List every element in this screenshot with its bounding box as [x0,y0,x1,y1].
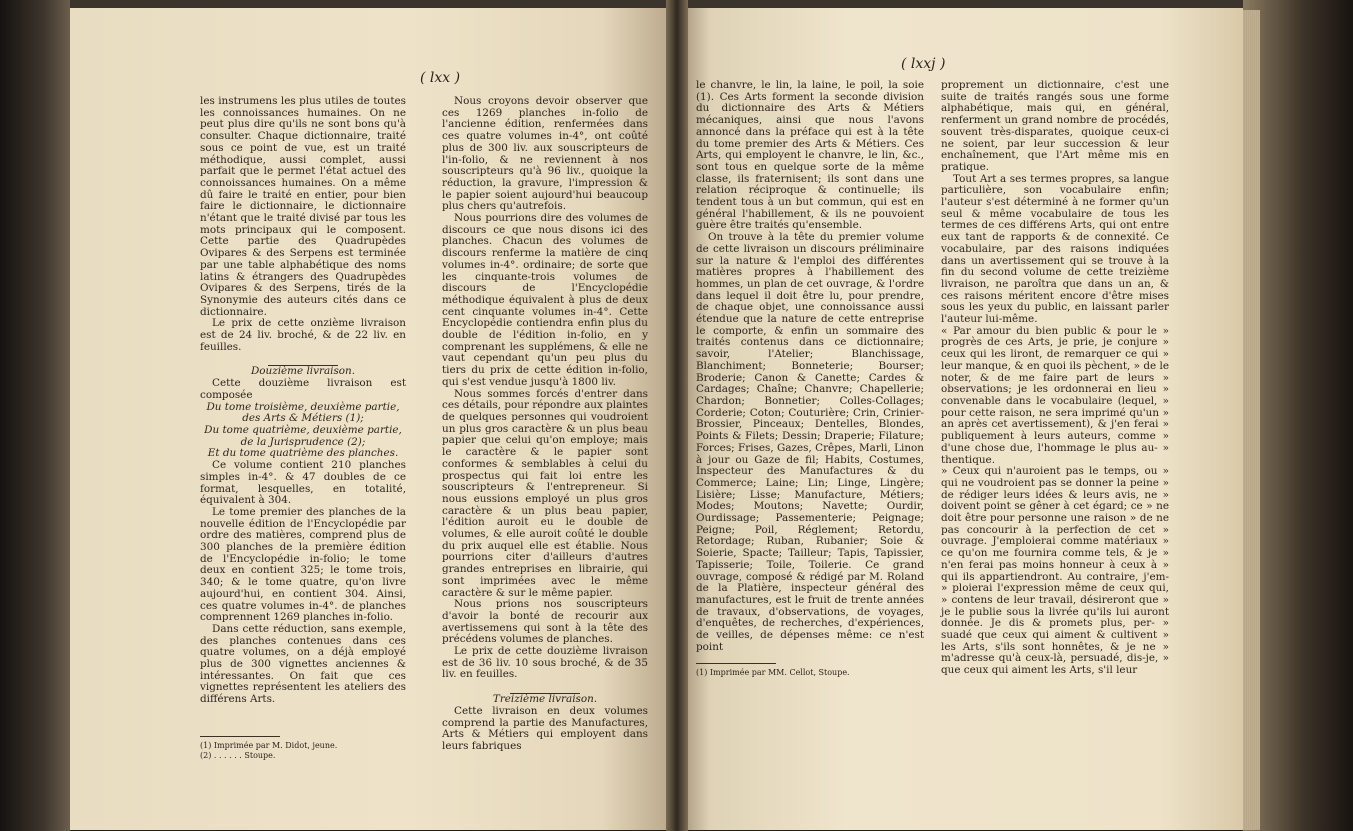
paragraph: Cette douzième livraison est composée [200,377,406,401]
paragraph: proprement un dictionnaire, c'est une suite de traités rangés sous une forme alphabétique, mais qui, en général, renferment un grand nombre de procédés, souvent très-disparates, quoique ceux-ci ne soient, par leur succession & leur enchaînement, que l'Art même mis en pratique. [941,79,1169,173]
paragraph: les instrumens les plus utiles de toutes les connoissances humaines. On ne peut plus dire qu'ils ne sont bons qu'à consulter. Chaque dictionnaire, traité sous ce point de vue, est un traité méthodique, aussi complet, aussi parfait que le permet l'état actuel des connoissances humaines. On a même dû faire le traité en entier, pour bien faire le dictionnaire, le dictionnaire n'étant que le traité divisé par tous les mots principaux qui le composent. Cette partie des Quadrupèdes Ovipares & des Serpens est terminée par une table alphabétique des noms latins & étrangers des Quadrupèdes Ovipares & des Serpens, tirés de la Synonymie des auteurs cités dans ce dictionnaire. [200,95,406,318]
left-page [70,8,674,830]
list-line: Du tome quatrième, deuxième partie, de la Jurisprudence (2); [204,423,402,448]
right-column-1 [696,80,924,678]
paragraph: Nous sommes forcés d'entrer dans ces détails, pour répondre aux plaintes de quelques personnes qui voudroient un plus gros caractère & un plus beau papier que celui qu'on employe; mais le caractère & le papier sont conformes & semblables à celui du prospectus qui fait loi entre les souscripteurs & l'entrepreneur. Si nous eussions employé un plus gros caractère & un plus beau papier, l'édition auroit eu le double de volumes, & elle auroit coûté le double du prix auquel elle est établie. Nous pourrions citer d'ailleurs d'autres grandes entreprises en librairie, qui sont imprimées avec le même caractère & sur le même papier. [442,387,648,599]
quote-paragraph: » Ceux qui n'auroient pas le temps, ou » qui ne voudroient pas se donner la peine » de rédiger leurs idées & leurs avis, ne » doivent point se gêner à cet égard; ce » ne doit être pour personne une raison » de ne pas concourir à la perfection de cet » ouvrage. J'emploierai comme matériaux » ce qu'on me fournira comme tels, & je » n'en ferai pas moins honneur à ceux à » qui ils appartiendront. Au contraire, j'em- » ploierai l'expression même de ceux qui, » contens de leur travail, désireront que » je le publie sous la livrée qu'ils lui auront donnée. Je dis & promets plus, per- » suadé que ceux qui aiment & cultivent » les Arts, s'ils sont honnêtes, & je ne » m'adresse qu'à ceux-là, persuadé, dis-je, » que ceux qui aiment les Arts, s'il leur [941,465,1169,677]
footnote: (1) Imprimée par M. Didot, jeune. [200,740,338,750]
paragraph: le chanvre, le lin, la laine, le poil, la soie (1). Ces Arts forment la seconde division du dictionnaire des Arts & Métiers mécaniques, ainsi que nous l'avons annoncé dans la préface qui est à la tête du tome premier des Arts & Métiers. Ces Arts, qui employent le chanvre, le lin, &c., sont tous en quelque sorte de la même classe, ils fraternisent; ils sont dans une relation réciproque & continuelle; ils tendent tous à un but commun, qui est en général l'habillement, & ils ne pouvoient guère être traités qu'ensemble. [696,79,924,232]
paragraph: Nous croyons devoir observer que ces 1269 planches in-folio de l'ancienne édition, renfermées dans ces quatre volumes in-4°, ont coûté plus de 300 liv. aux souscripteurs de l'in-folio, & ne reviennent à nos souscripteurs qu'à 96 liv., quoique la réduction, la gravure, l'impression & le papier soient aujourd'hui beaucoup plus chers qu'autrefois. [442,95,648,213]
book-edge-left [0,0,70,831]
list-line: Et du tome quatrième des planches. [207,447,399,460]
paragraph: Le prix de cette douzième livraison est de 36 liv. 10 sous broché, & de 35 liv. en feuilles. [442,645,648,681]
section-title: Treizième livraison. [492,693,598,706]
page-header-left: ( lxx ) [420,70,461,86]
paragraph: Dans cette réduction, sans exemple, des planches contenues dans ces quatre volumes, on a déjà employé plus de 300 vignettes anciennes & intéressantes. On fait que ces vignettes représentent les ateliers des différens Arts. [200,622,406,706]
paragraph: Nous pourrions dire des volumes de discours ce que nous disons ici des planches. Chacun des volumes de discours renferme la matière de cinq volumes in-4°. ordinaire; de sorte que les cinquante-trois volumes de discours de l'Encyclopédie méthodique équivalent à plus de deux cent cinquante volumes in-4°. Cette Encyclopédie contiendra enfin plus du double de l'édition in-folio, en y comprenant les supplémens, & elle ne vaut cependant qu'un peu plus du tiers du prix de cette édition in-folio, qui s'est vendue jusqu'à 1800 liv. [442,212,648,388]
left-column-2 [442,96,648,753]
section-title: Douzième livraison. [250,365,356,378]
paragraph: On trouve à la tête du premier volume de cette livraison un discours préliminaire sur la nature & l'emploi des différentes matières propres à l'habillement des hommes, un plan de cet ouvrage, & l'ordre dans lequel il doit être lu, pour prendre, de chaque objet, une connoissance aussi étendue que la nature de cette entreprise le comporte, & enfin un sommaire des traités contenus dans ce dictionnaire; savoir, l'Atelier; Blanchissage, Blanchiment; Bonneterie; Bourser; Broderie; Canon & Canette; Cardes & Cardages; Chaîne; Chanvre; Chapellerie; Chardon; Bonnetier; Colles-Collages; Corderie; Coton; Couturière; Crin, Crinier-Brossier, Pinceaux; Dentelles, Blondes, Points & Filets; Dessin; Draperie; Filature; Forces; Frises, Gazes, Crêpes, Marli, Linon à jour ou Gaze de fil; Habits, Costumes, Inspecteur des Manufactures & du Commerce; Laine; Lin; Linge, Lingère; Lisière; Lisse; Manufacture, Métiers; Modes; Moutons; Navette; Ourdir, Ourdissage; Passementerie; Peignage; Peigne; Poil, Réglement; Retordu, Retordage; Ruban, Rubanier; Soie & Soierie, Spacte; Tailleur; Tapis, Tapissier, Tapisserie; Toile, Toilerie. Ce grand ouvrage, composé & rédigé par M. Roland de la Platière, inspecteur général des manufactures, est le fruit de trente années de travaux, d'observations, de voyages, d'enquêtes, de recherches, d'expériences, de veilles, de dépenses même: ce n'est point [696,231,924,653]
quotation [941,326,1169,677]
paragraph: Cette livraison en deux volumes comprend la partie des Manufactures, Arts & Métiers qui employent dans leurs fabriques [442,704,648,752]
paragraph: Le tome premier des planches de la nouvelle édition de l'Encyclopédie par ordre des matières, comprend plus de 300 planches de la première édition de l'Encyclopédie in-folio; le tome deux en contient 325; le tome trois, 340; & le tome quatre, qu'on livre aujourd'hui, en contient 304. Ainsi, ces quatre volumes in-4°. de planches comprennent 1269 planches in-folio. [200,505,406,624]
list-line: Du tome troisième, deuxième partie, des Arts & Métiers (1); [206,400,400,425]
footnote-rule [696,663,776,664]
paragraph: Tout Art a ses termes propres, sa langue particulière, son vocabulaire enfin; l'auteur s'est déterminé à ne former qu'un seul & même vocabulaire de tous les termes de ces différens Arts, qui ont entre eux tant de rapports & de connexité. Ce vocabulaire, par des raisons indiquées dans un avertissement qui se trouve à la fin du second volume de cette treizième livraison, ne paroîtra que dans un an, & ces raisons méritent encore d'être mises sous les yeux du public, en laissant parler l'auteur lui-même. [941,172,1169,326]
right-column-2 [941,80,1169,677]
paragraph: Nous prions nos souscripteurs d'avoir la bonté de recourir aux avertissemens qui sont à la tête des précédens volumes de planches. [442,598,648,646]
quote-paragraph: « Par amour du bien public & pour le » progrès de ces Arts, je prie, je conjure » ceux qui les liront, de remarquer ce qui » leur manque, & en quoi ils pèchent, » de le noter, & de me faire part de leurs » observations; je les ordonnerai en lieu » convenable dans le vocabulaire (lequel, » pour cette raison, ne sera imprimé qu'un » an après cet avertissement), & j'en ferai » publiquement à leurs auteurs, comme » d'une chose due, l'hommage le plus au- » thentique. [941,324,1169,466]
footnote-rule [200,736,280,737]
paragraph: Le prix de cette onzième livraison est de 24 liv. broché, & de 22 liv. en feuilles. [200,317,406,353]
book-gutter [666,0,688,831]
footnote: (2) . . . . . . Stoupe. [200,750,276,760]
paragraph: Ce volume contient 210 planches simples in-4°. & 47 doubles de ce format, lesquelles, en totalité, équivalent à 304. [200,459,406,507]
right-page [676,8,1243,830]
footnote: (1) Imprimée par MM. Cellot, Stoupe. [696,668,850,678]
left-column-1 [200,96,406,761]
page-header-right: ( lxxj ) [901,56,946,72]
